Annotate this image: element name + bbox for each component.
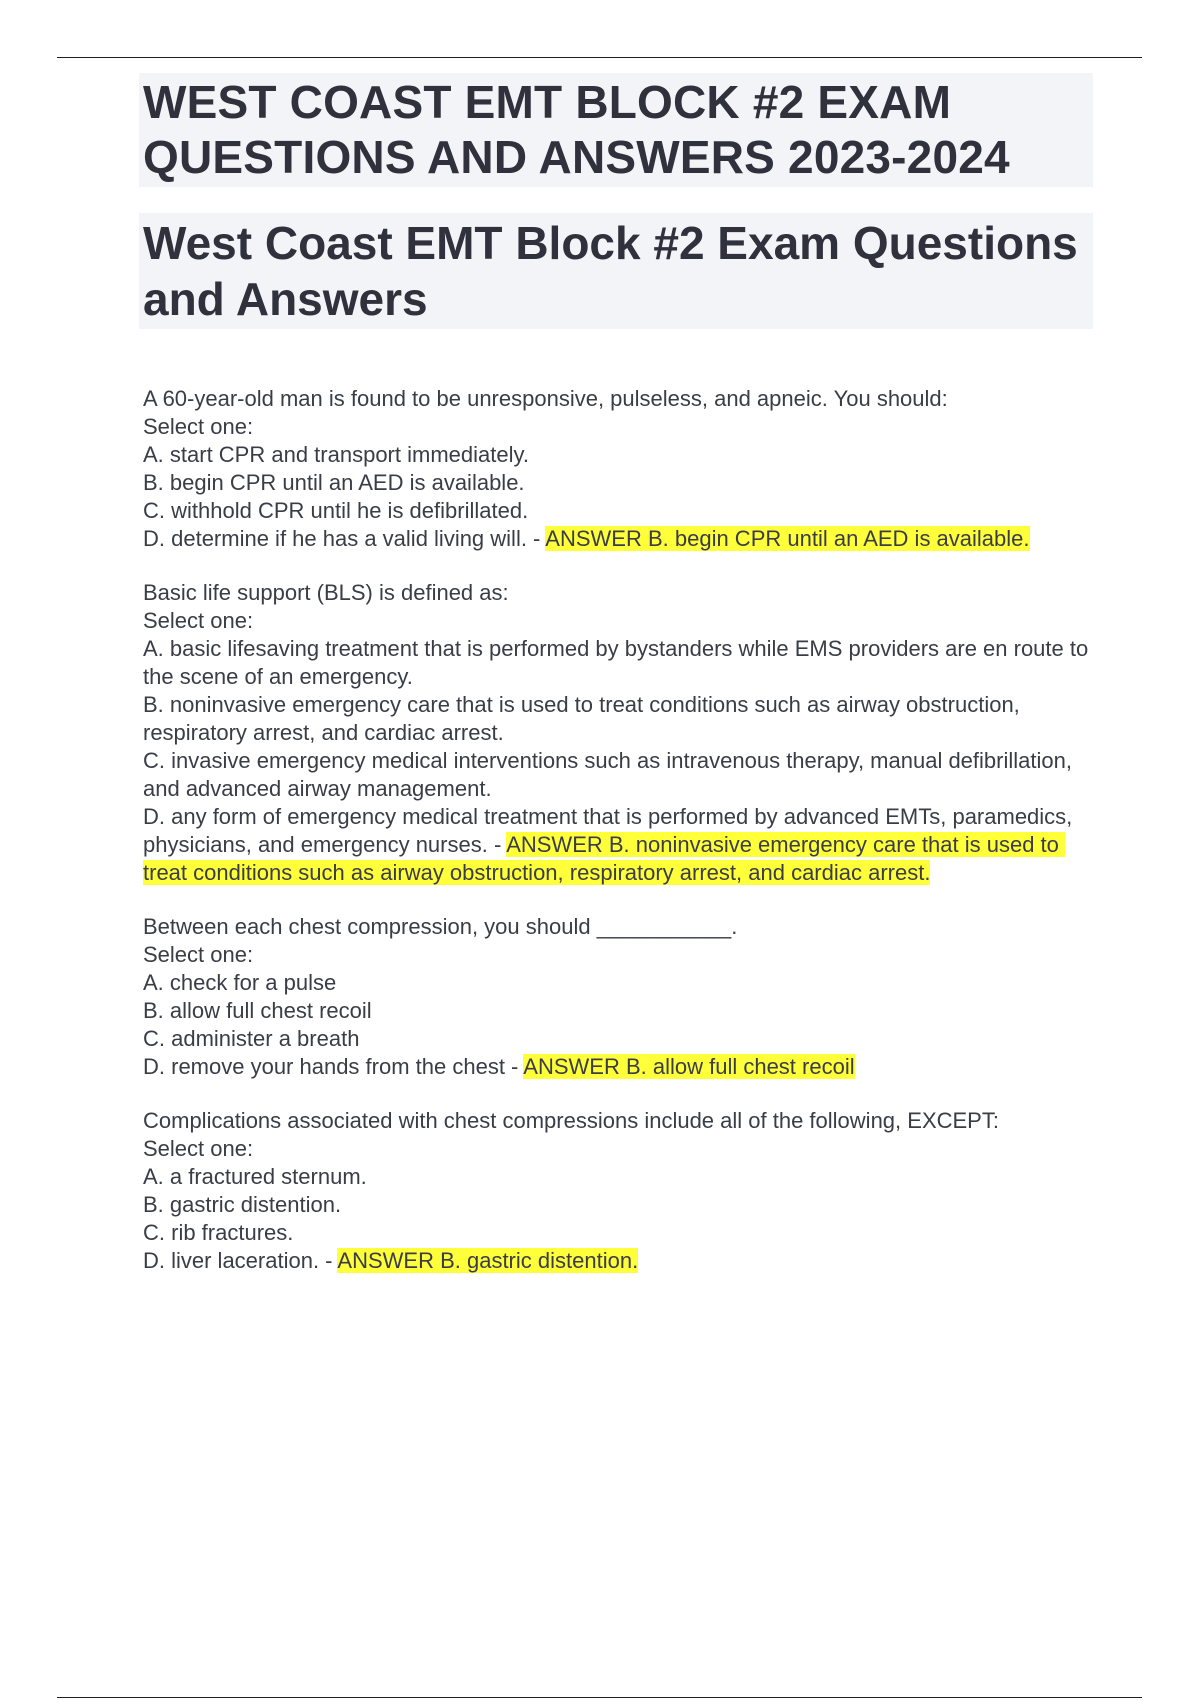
option-d: D. any form of emergency medical treatment that is performed by advanced EMTs, paramedics, physicians, and emergency nurses. - [143, 804, 1079, 857]
option-d: D. determine if he has a valid living will. - [143, 526, 546, 551]
option-b: B. begin CPR until an AED is available. [143, 470, 525, 495]
option-b: B. gastric distention. [143, 1192, 342, 1217]
question-list [143, 385, 1093, 1275]
top-rule [57, 57, 1142, 58]
option-a: A. start CPR and transport immediately. [143, 442, 529, 467]
select-one-label: Select one: [143, 414, 254, 439]
question-2 [143, 579, 1093, 887]
question-prompt: Basic life support (BLS) is defined as: [143, 580, 509, 605]
option-d-with-answer [143, 525, 1093, 553]
answer-highlight: ANSWER B. begin CPR until an AED is available. [545, 526, 1030, 551]
option-a: A. check for a pulse [143, 970, 337, 995]
question-4 [143, 1107, 1093, 1275]
option-d-with-answer [143, 1053, 1093, 1081]
option-c: C. administer a breath [143, 1026, 360, 1051]
question-1 [143, 385, 1093, 553]
option-d-with-answer [143, 803, 1093, 887]
bottom-rule [57, 1697, 1142, 1698]
option-d-with-answer [143, 1247, 1093, 1275]
option-d: D. remove your hands from the chest - [143, 1054, 524, 1079]
option-c: C. invasive emergency medical interventions such as intravenous therapy, manual defibrillation, and advanced airway management. [143, 748, 1079, 801]
option-d: D. liver laceration. - [143, 1248, 338, 1273]
question-prompt: Complications associated with chest compressions include all of the following, EXCEPT: [143, 1108, 999, 1133]
option-b: B. allow full chest recoil [143, 998, 372, 1023]
document-subtitle: West Coast EMT Block #2 Exam Questions and Answers [139, 213, 1093, 329]
answer-highlight: ANSWER B. gastric distention. [337, 1248, 639, 1273]
option-c: C. withhold CPR until he is defibrillated. [143, 498, 529, 523]
question-3 [143, 913, 1093, 1081]
select-one-label: Select one: [143, 1136, 254, 1161]
answer-highlight: ANSWER B. noninvasive emergency care that is used to treat conditions such as airway obstruction, respiratory arrest, and cardiac arrest. [143, 832, 1066, 885]
select-one-label: Select one: [143, 608, 254, 633]
option-a: A. basic lifesaving treatment that is performed by bystanders while EMS providers are en route to the scene of an emergency. [143, 636, 1095, 689]
document-body [143, 73, 1093, 1301]
select-one-label: Select one: [143, 942, 254, 967]
document-title: WEST COAST EMT BLOCK #2 EXAM QUESTIONS AND ANSWERS 2023-2024 [139, 73, 1093, 187]
answer-highlight: ANSWER B. allow full chest recoil [523, 1054, 855, 1079]
option-b: B. noninvasive emergency care that is used to treat conditions such as airway obstruction, respiratory arrest, and cardiac arrest. [143, 692, 1026, 745]
option-a: A. a fractured sternum. [143, 1164, 367, 1189]
option-c: C. rib fractures. [143, 1220, 294, 1245]
question-prompt: A 60-year-old man is found to be unresponsive, pulseless, and apneic. You should: [143, 386, 948, 411]
question-prompt: Between each chest compression, you should ___________. [143, 914, 738, 939]
